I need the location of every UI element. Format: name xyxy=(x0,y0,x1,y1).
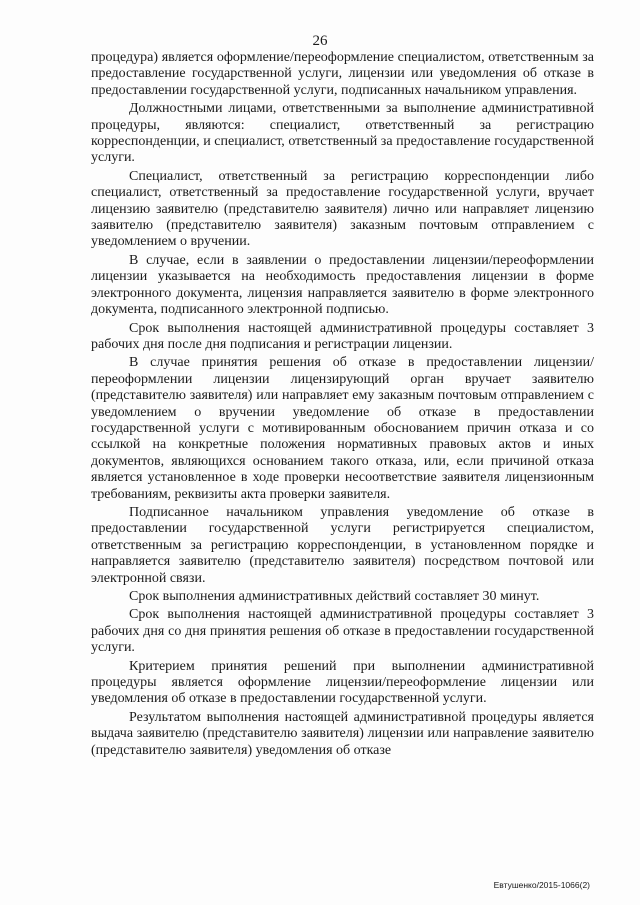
paragraph: Специалист, ответственный за регистрацию корреспонденции либо специалист, ответственный за предоставление государственной услуги, вручает лицензию заявителю (представителю заявителя) лично или направляет лицензию заявителю (представителю заявителя) заказным почтовым отправлением с уведомлением о вручении. xyxy=(91,168,594,250)
paragraph: Результатом выполнения настоящей административной процедуры является выдача заявителю (представителю заявителя) лицензии или направление заявителю (представителю заявителя) уведомления об отказе xyxy=(91,709,594,758)
paragraph: Срок выполнения административных действий составляет 30 минут. xyxy=(129,589,540,604)
paragraph: процедура) является оформление/переоформление специалистом, ответственным за предоставление государственной услуги, лицензии или уведомления об отказе в предоставлении государственной услуги, подписанных начальником управления. xyxy=(91,50,594,98)
paragraph: Подписанное начальником управления уведомление об отказе в предоставлении государственной услуги регистрируется специалистом, ответственным за регистрацию корреспонденции, в установленном порядке и направляется заявителю (представителю заявителя) посредством почтовой или электронной связи. xyxy=(91,504,594,586)
paragraph: Срок выполнения настоящей административной процедуры составляет 3 рабочих дня после дня подписания и регистрации лицензии. xyxy=(91,320,594,352)
paragraph: Критерием принятия решений при выполнении административной процедуры является оформление лицензии/переоформление лицензии или уведомления об отказе в предоставлении государственной услуги. xyxy=(91,658,594,707)
paragraph: В случае, если в заявлении о предоставлении лицензии/переоформлении лицензии указывается на необходимость предоставления лицензии в форме электронного документа, лицензия направляется заявителю в форме электронного документа, подписанного электронной подписью. xyxy=(91,252,594,318)
page-number: 26 xyxy=(312,33,328,49)
document-body xyxy=(91,50,594,761)
paragraph: Срок выполнения настоящей административной процедуры составляет 3 рабочих дня со дня принятия решения об отказе в предоставлении государственной услуги. xyxy=(91,607,594,656)
paragraph: В случае принятия решения об отказе в предоставлении лицензии/переоформлении лицензии лицензирующий орган вручает заявителю (представителю заявителя) или направляет ему заказным почтовым отправлением с уведомлением о вручении уведомление об отказе в предоставлении государственной услуги с мотивированным обоснованием причин отказа и со ссылкой на конкретные положения нормативных правовых актов и иных документов, являющихся основанием такого отказа, или, если причиной отказа является установленное в ходе проверки несоответствие заявителя лицензионным требованиям, реквизиты акта проверки заявителя. xyxy=(91,355,594,502)
paragraph: Должностными лицами, ответственными за выполнение административной процедуры, являются: специалист, ответственный за регистрацию корреспонденции, и специалист, ответственный за предоставление государственной услуги. xyxy=(91,101,594,166)
document-code: Евтушенко/2015-1066(2) xyxy=(493,880,590,890)
